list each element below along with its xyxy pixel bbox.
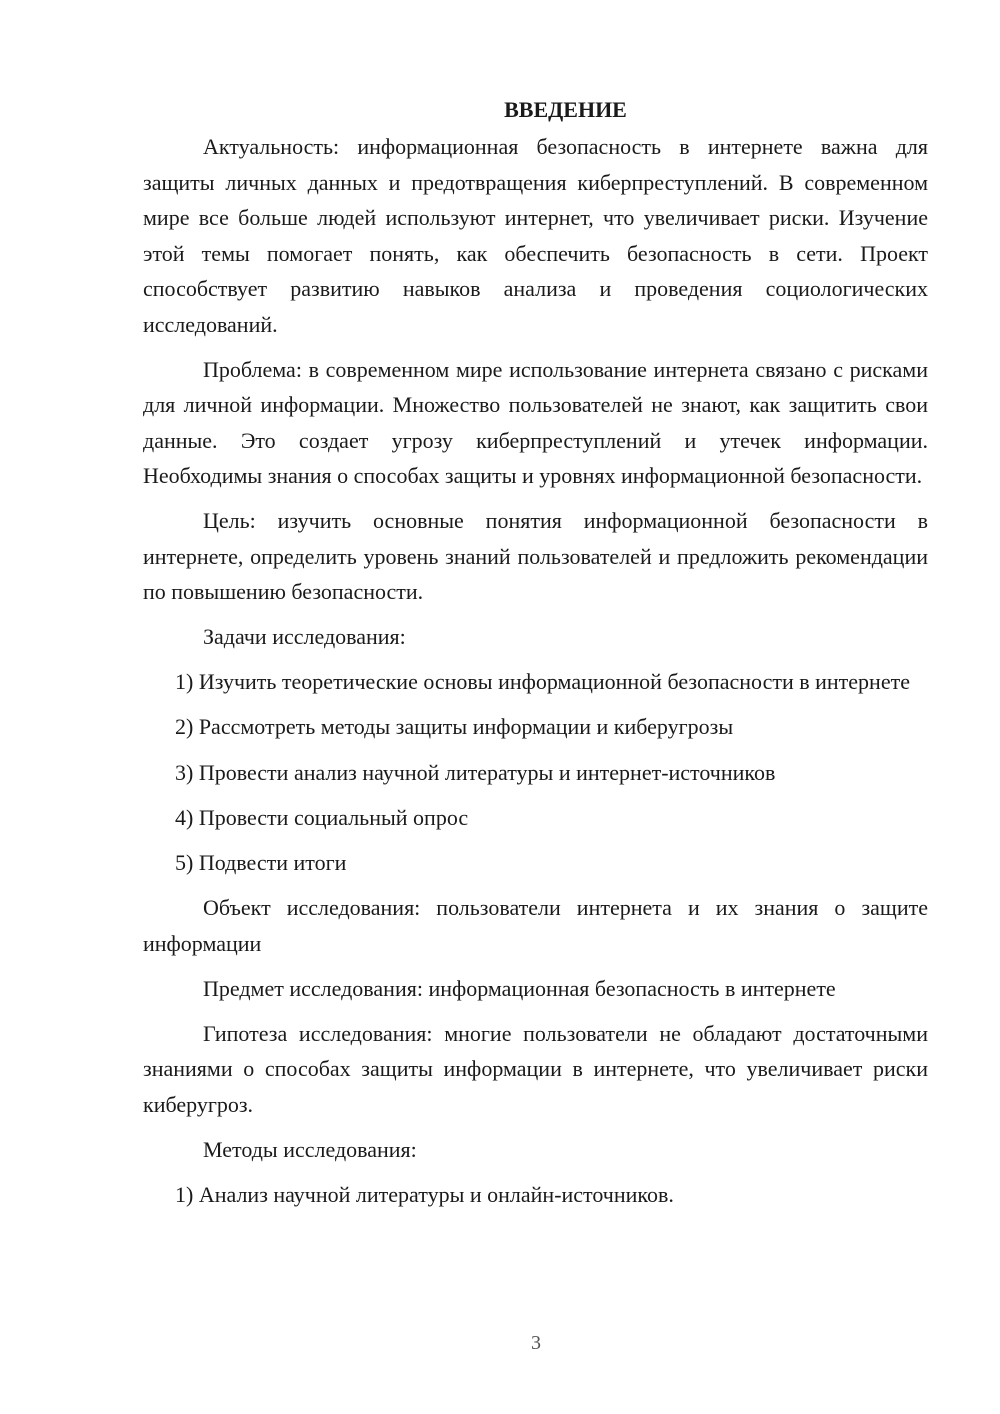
- tasks-heading: Задачи исследования:: [203, 623, 406, 649]
- goal-paragraph: Цель: изучить основные понятия информационной безопасности в интернете, определить уровень знаний пользователей и предложить рекомендации по повышению безопасности.: [143, 507, 928, 605]
- subject-paragraph: Предмет исследования: информационная безопасность в интернете: [203, 975, 836, 1001]
- task-item-2: 2) Рассмотреть методы защиты информации и киберугрозы: [175, 714, 734, 740]
- problem-paragraph: Проблема: в современном мире использование интернета связано с рисками для личной информации. Множество пользователей не знают, как защитить свои данные. Это создает угрозу киберпреступлений и утечек информации. Необходимы знания о способах защиты и уровнях информационной безопасности.: [143, 356, 928, 489]
- page-content: [143, 91, 928, 1222]
- hypothesis-paragraph: Гипотеза исследования: многие пользователи не обладают достаточными знаниями о способах защиты информации в интернете, что увеличивает риски киберугроз.: [143, 1020, 928, 1118]
- task-item-1: 1) Изучить теоретические основы информационной безопасности в интернете: [175, 669, 910, 694]
- method-item-1: 1) Анализ научной литературы и онлайн-источников.: [175, 1181, 674, 1207]
- object-paragraph: Объект исследования: пользователи интернета и их знания о защите информации: [143, 895, 928, 956]
- relevance-paragraph: Актуальность: информационная безопасность в интернете важна для защиты личных данных и предотвращения киберпреступлений. В современном мире все больше людей используют интернет, что увеличивает риски. Изучение этой темы помогает понять, как обеспечить безопасность в сети. Проект способствует развитию навыков анализа и проведения социологических исследований.: [143, 134, 928, 337]
- task-item-4: 4) Провести социальный опрос: [175, 804, 469, 830]
- task-item-3: 3) Провести анализ научной литературы и интернет-источников: [175, 759, 776, 785]
- methods-heading: Методы исследования:: [203, 1136, 417, 1162]
- section-title: ВВЕДЕНИЕ: [504, 97, 627, 122]
- task-item-5: 5) Подвести итоги: [175, 850, 347, 876]
- page-number: 3: [531, 1332, 541, 1354]
